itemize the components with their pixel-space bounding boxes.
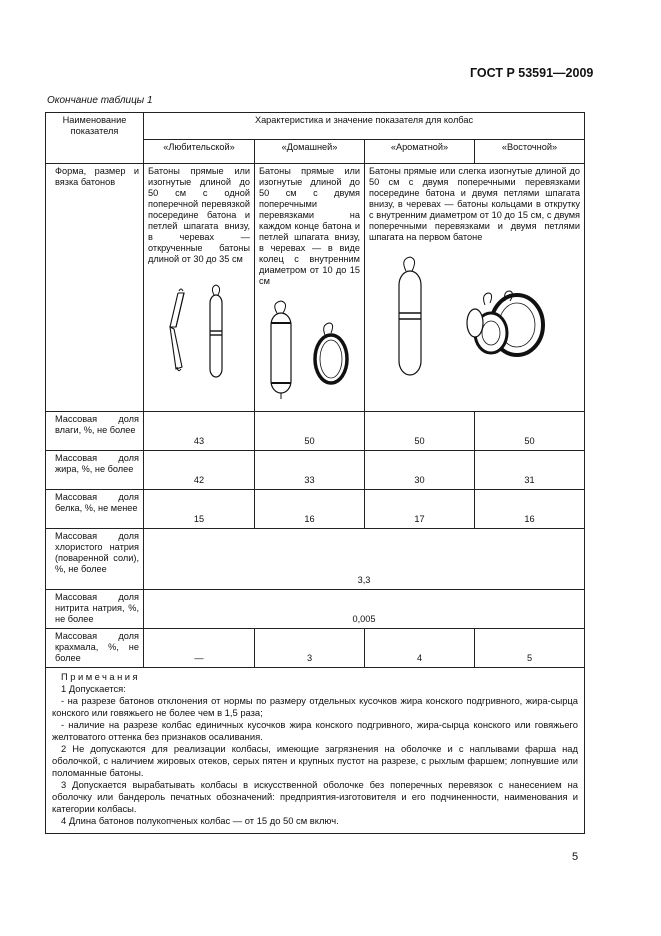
note-4: 4 Длина батонов полукопченых колбас — от 15 до 50 см включ. <box>61 815 339 826</box>
value-cell: 16 <box>475 490 585 529</box>
sausage-domashnyaya-drawing <box>259 291 360 401</box>
table-row <box>46 529 585 590</box>
table-row <box>46 451 585 490</box>
value-cell: — <box>144 629 255 668</box>
row-name-salt: Массовая доля хлористого натрия (поваренной соли), %, не более <box>46 529 144 590</box>
col-name-header: Наименование показателя <box>46 113 144 164</box>
sausage-lyubitelskaya-icon <box>148 279 248 389</box>
notes-cell <box>46 668 585 834</box>
value-cell: 3 <box>255 629 365 668</box>
note-1b: - наличие на разрезе колбас единичных кусочков жира конского подгривного, жира-сырца конского или говяжьего желтоватого оттенка без признаков осаливания. <box>52 719 578 742</box>
standard-number: ГОСТ Р 53591—2009 <box>470 66 594 80</box>
merged-value-cell: 0,005 <box>144 590 585 629</box>
value-cell: 4 <box>365 629 475 668</box>
value-cell: 50 <box>365 412 475 451</box>
col-header-vostochnaya: «Восточной» <box>475 139 585 163</box>
value-cell: 17 <box>365 490 475 529</box>
value-cell: 30 <box>365 451 475 490</box>
cell-form-aromatnaya-vostochnaya <box>365 164 585 412</box>
note-3: 3 Допускается вырабатывать колбасы в искусственной оболочке без поперечных перевязок с нанесением на оболочку или бандероль печатных обозначений: предприятия-изготовителя и его подчиненности, наименования и категории колбасы. <box>52 779 578 814</box>
row-name-starch: Массовая доля крахмала, %, не более <box>46 629 144 668</box>
sausage-domashnyaya-icon <box>259 291 361 411</box>
row-name-moisture: Массовая доля влаги, %, не более <box>46 412 144 451</box>
table-row <box>46 629 585 668</box>
form-text-lyubitelskaya: Батоны прямые или изогнутые длиной до 50 см с одной поперечной перевязкой посередине батона и петлей шпагата внизу, в черевах — открученные батоны длиной от 30 до 35 см <box>148 166 250 264</box>
col-header-aromatnaya: «Ароматной» <box>365 139 475 163</box>
notes-title: Примечания <box>61 671 141 682</box>
value-cell: 50 <box>475 412 585 451</box>
note-1: 1 Допускается: <box>61 683 126 694</box>
sausage-lyubitelskaya-drawing <box>148 279 250 389</box>
row-name-protein: Массовая доля белка, %, не менее <box>46 490 144 529</box>
table-row <box>46 590 585 629</box>
note-1a: - на разрезе батонов отклонения от нормы по размеру отдельных кусочков жира конского подгривного, жира-сырца конского или говяжьего не более чем в 1,5 раза; <box>52 695 578 718</box>
characteristics-table <box>45 112 585 834</box>
form-text-aromatnaya-vostochnaya: Батоны прямые или слегка изогнутые длиной до 50 см с двумя поперечными перевязками посередине батона и двумя петлями шпагата внизу, в черевах — батоны кольцами в открутку с внутренним диаметром от 10 до 15 см, с двумя поперечными перевязками и двумя петлями шпагата на первом батоне <box>369 166 580 242</box>
value-cell: 43 <box>144 412 255 451</box>
row-name-nitrite: Массовая доля нитрита натрия, %, не более <box>46 590 144 629</box>
value-cell: 15 <box>144 490 255 529</box>
page-number: 5 <box>572 851 579 863</box>
value-cell: 42 <box>144 451 255 490</box>
group-header: Характеристика и значение показателя для колбас <box>144 113 585 140</box>
value-cell: 50 <box>255 412 365 451</box>
table-row-form <box>46 164 585 412</box>
cell-form-domashnyaya <box>255 164 365 412</box>
row-name-fat: Массовая доля жира, %, не более <box>46 451 144 490</box>
note-2: 2 Не допускаются для реализации колбасы, имеющие загрязнения на оболочке и с наплывами фарша над оболочкой, с наличием жировых отеков, серых пятен и крупных пустот на разрезе, с рыхлым фаршем; лопнувшие или поломанные батоны. <box>52 743 578 778</box>
sausage-aromatnaya-vostochnaya-drawing <box>369 251 580 361</box>
form-text-domashnyaya: Батоны прямые или изогнутые длиной до 50 см с двумя поперечными перевязками на каждом конце батона и петлей шпагата внизу, в черевах — в виде колец с внутренним диаметром от 10 до 15 см <box>259 166 360 286</box>
value-cell: 33 <box>255 451 365 490</box>
row-name-form: Форма, размер и вязка батонов <box>46 164 144 412</box>
cell-form-lyubitelskaya <box>144 164 255 412</box>
table-caption: Окончание таблицы 1 <box>47 95 153 106</box>
merged-value-cell: 3,3 <box>144 529 585 590</box>
table-row <box>46 412 585 451</box>
table-header-row <box>46 113 585 140</box>
value-cell: 16 <box>255 490 365 529</box>
col-header-domashnyaya: «Домашней» <box>255 139 365 163</box>
col-header-lyubitelskaya: «Любительской» <box>144 139 255 163</box>
sausage-aromatnaya-icon <box>369 251 579 381</box>
value-cell: 5 <box>475 629 585 668</box>
table-row <box>46 490 585 529</box>
value-cell: 31 <box>475 451 585 490</box>
notes-row <box>46 668 585 834</box>
